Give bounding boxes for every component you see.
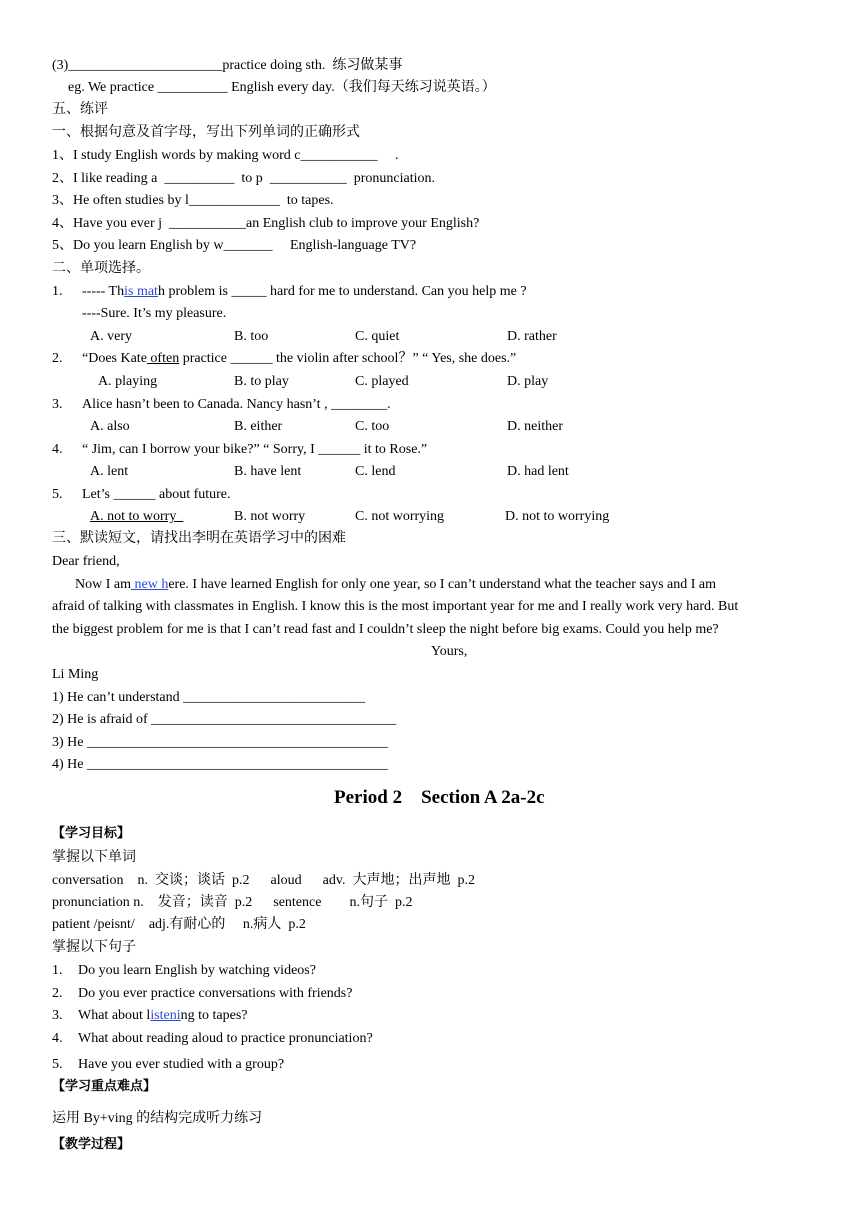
part2-title: 二、单项选择。 [52,261,150,276]
sentence-3-text-a: What about l [78,1008,151,1023]
sentence-1-number: 1. [52,963,63,978]
sentence-5-number: 5. [52,1057,63,1072]
sentence-3-link: isteni [150,1008,181,1023]
sentence-5: Have you ever studied with a group? [78,1057,285,1072]
item-3-example: eg. We practice __________ English every day.（我们每天练习说英语。） [68,80,496,95]
item-3: (3)______________________practice doing sth. 练习做某事 [52,58,403,73]
q1-option-b: B. too [234,329,269,344]
q4-option-a: A. lent [90,464,129,479]
key-points-title: 【学习重点难点】 [52,1079,157,1094]
part2-q2-stem [82,350,516,368]
word-line-3: patient /peisnt/ adj.有耐心的 n.病人 p.2 [52,917,306,932]
word-line-2: pronunciation n. 发音；读音 p.2 sentence n.句子 p.2 [52,895,413,910]
sentence-3 [78,1007,248,1025]
sentence-2-number: 2. [52,986,63,1001]
q1-text-a: ----- Th [82,284,125,299]
q2-option-c: C. played [355,374,409,389]
letter-line-3: the biggest problem for me is that I can’t read fast and I couldn’t sleep the night before big exams. Could you help me? [52,622,719,637]
q3-option-c: C. too [355,419,390,434]
letter-greeting: Dear friend, [52,554,120,569]
part2-q3-stem: Alice hasn’t been to Canada. Nancy hasn’t , ________. [82,397,391,412]
letter-signature: Li Ming [52,667,99,682]
q2-text-a: “Does Kate [82,351,147,366]
q2-option-d: D. play [507,374,549,389]
q1-text-link: is mat [124,284,158,299]
letter-text-link: new h [131,577,169,592]
part3-title: 三、默读短文，请找出李明在英语学习中的困难 [52,531,346,546]
answer-4: 4) He ___________________________________________ [52,757,388,772]
letter-line-1 [75,576,716,594]
period-heading: Period 2 Section A 2a-2c [334,787,545,808]
letter-text-a: Now I am [75,577,131,592]
goals-title: 【学习目标】 [52,826,131,841]
part2-q4-number: 4. [52,442,63,457]
part2-q1-number: 1. [52,284,63,299]
q2-option-b: B. to play [234,374,289,389]
section-5-heading: 五、练评 [52,102,108,117]
part2-q2-number: 2. [52,351,63,366]
part1-q3: 3、He often studies by l_____________ to tapes. [52,193,334,208]
sentence-3-number: 3. [52,1008,63,1023]
q4-option-b: B. have lent [234,464,302,479]
part1-q2: 2、I like reading a __________ to p ___________ pronunciation. [52,171,435,186]
q1-option-a: A. very [90,329,132,344]
part2-q1-reply: ----Sure. It’s my pleasure. [82,306,227,321]
part2-q5-stem: Let’s ______ about future. [82,487,231,502]
q2-text-underlined: often [146,351,180,366]
q5-option-b: B. not worry [234,509,306,524]
part2-q5-number: 5. [52,487,63,502]
q2-option-a: A. playing [98,374,158,389]
words-title: 掌握以下单词 [52,850,136,865]
q5-option-c: C. not worrying [355,509,445,524]
sentences-title: 掌握以下句子 [52,940,136,955]
q3-option-b: B. either [234,419,283,434]
sentence-3-text-c: ng to tapes? [180,1008,248,1023]
sentence-4: What about reading aloud to practice pronunciation? [78,1031,373,1046]
part1-q1: 1、I study English words by making word c___________ . [52,148,399,163]
letter-text-c: ere. I have learned English for only one year, so I can’t understand what the teacher says and I am [168,577,717,592]
q5-option-a: A. not to worry [90,509,184,524]
part2-q3-number: 3. [52,397,63,412]
part1-q5: 5、Do you learn English by w_______ English-language TV? [52,238,417,253]
word-line-1: conversation n. 交谈；谈话 p.2 aloud adv. 大声地；出声地 p.2 [52,873,475,888]
answer-1: 1) He can’t understand __________________________ [52,690,366,705]
q5-option-d: D. not to worrying [505,509,610,524]
q4-option-d: D. had lent [507,464,569,479]
part1-title: 一、根据句意及首字母，写出下列单词的正确形式 [52,125,360,140]
part2-q4-stem: “ Jim, can I borrow your bike?” “ Sorry, I ______ it to Rose.” [82,442,428,457]
letter-closing: Yours, [431,644,468,659]
answer-3: 3) He ___________________________________________ [52,735,388,750]
part2-q1-stem [82,283,527,301]
q3-option-d: D. neither [507,419,563,434]
process-title: 【教学过程】 [52,1137,131,1152]
sentence-4-number: 4. [52,1031,63,1046]
key-points-text: 运用 By+ving 的结构完成听力练习 [52,1111,263,1126]
q4-option-c: C. lend [355,464,396,479]
q1-option-d: D. rather [507,329,557,344]
q3-option-a: A. also [90,419,130,434]
part1-q4: 4、Have you ever j ___________an English club to improve your English? [52,216,480,231]
q1-option-c: C. quiet [355,329,400,344]
q2-text-c: practice ______ the violin after school？” “ Yes, she does.” [179,351,517,366]
sentence-2: Do you ever practice conversations with friends? [78,986,353,1001]
answer-2: 2) He is afraid of ___________________________________ [52,712,397,727]
letter-line-2: afraid of talking with classmates in English. I know this is the most important year for me and I really work very hard. But [52,599,739,614]
sentence-1: Do you learn English by watching videos? [78,963,316,978]
q1-text-c: h problem is _____ hard for me to understand. Can you help me ? [157,284,527,299]
